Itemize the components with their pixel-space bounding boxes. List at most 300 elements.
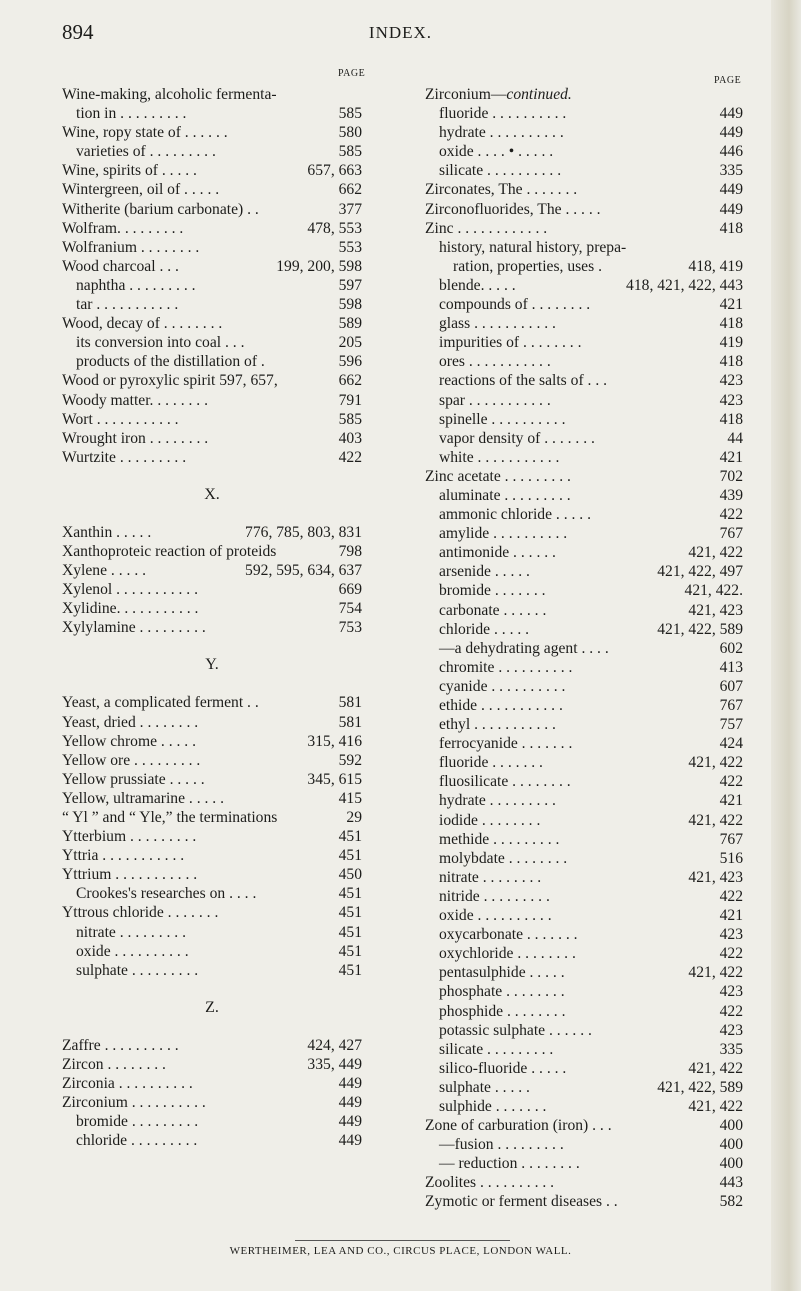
index-entry xyxy=(62,542,362,561)
page-reference: 553 xyxy=(338,238,362,256)
page-reference: 657, 663 xyxy=(307,162,362,180)
index-entry xyxy=(425,429,743,448)
index-term: white . . . . . . . . . . . xyxy=(439,448,560,466)
index-term: Yellow ore . . . . . . . . . xyxy=(62,751,201,769)
index-term: silicate . . . . . . . . . . xyxy=(439,162,562,180)
page-reference: 443 xyxy=(719,1174,743,1192)
index-term: ferrocyanide . . . . . . . xyxy=(439,735,573,753)
index-term: its conversion into coal . . . xyxy=(76,334,245,352)
index-entry xyxy=(425,505,743,524)
index-term: Wine-making, alcoholic fermenta- xyxy=(62,86,277,103)
page-column-label-right: PAGE xyxy=(714,75,742,86)
page-reference: 602 xyxy=(719,639,743,657)
index-term: Wolfram. . . . . . . . . xyxy=(62,219,184,237)
page-reference: 767 xyxy=(719,525,743,543)
index-term: fluoride . . . . . . . xyxy=(439,754,543,772)
index-entry xyxy=(425,696,743,715)
index-term: nitrate . . . . . . . . xyxy=(439,868,542,886)
index-term: impurities of . . . . . . . . xyxy=(439,334,582,352)
page-reference: 418 xyxy=(719,315,743,333)
index-term: silico-fluoride . . . . . xyxy=(439,1059,567,1077)
index-entry xyxy=(425,830,743,849)
page-reference: 582 xyxy=(719,1193,743,1211)
index-term: phosphate . . . . . . . . xyxy=(439,983,565,1001)
index-term: Zirconofluorides, The . . . . . xyxy=(425,200,601,218)
page-reference: 413 xyxy=(719,658,743,676)
page-reference: 596 xyxy=(338,353,362,371)
page-reference: 418 xyxy=(719,410,743,428)
page-reference: 776, 785, 803, 831 xyxy=(245,523,362,541)
index-entry xyxy=(425,543,743,562)
index-term: cyanide . . . . . . . . . . xyxy=(439,677,566,695)
index-entry xyxy=(425,142,743,161)
index-term: tion in . . . . . . . . . xyxy=(76,105,187,123)
index-term: phosphide . . . . . . . . xyxy=(439,1002,566,1020)
index-term: Zirconium—continued. xyxy=(425,86,572,103)
index-term: Wood or pyroxylic spirit 597, 657, xyxy=(62,372,278,390)
index-entry xyxy=(425,257,743,276)
index-entry xyxy=(62,942,362,961)
index-entry xyxy=(425,811,743,830)
page-reference: 421, 422, 497 xyxy=(657,563,743,581)
running-head: INDEX. xyxy=(368,23,433,42)
index-term: glass . . . . . . . . . . . xyxy=(439,315,556,333)
page-reference: 421, 422 xyxy=(688,1097,743,1115)
index-term: “ Yl ” and “ Yle,” the terminations xyxy=(62,809,278,826)
index-term: Wurtzite . . . . . . . . . xyxy=(62,448,187,466)
page-reference: 597 xyxy=(338,276,362,294)
index-term: Yeast, dried . . . . . . . . xyxy=(62,713,199,731)
page-reference: 451 xyxy=(338,847,362,865)
page-reference: 423 xyxy=(719,926,743,944)
page-reference: 451 xyxy=(338,942,362,960)
page-reference: 424, 427 xyxy=(307,1036,362,1054)
index-term: Yellow chrome . . . . . xyxy=(62,732,196,750)
index-term: molybdate . . . . . . . . xyxy=(439,849,568,867)
index-entry xyxy=(425,238,743,257)
index-entry xyxy=(425,849,743,868)
index-entry xyxy=(425,1135,743,1154)
index-term: Yeast, a complicated ferment . . xyxy=(62,694,259,712)
index-entry xyxy=(425,333,743,352)
page-reference: 421 xyxy=(719,296,743,314)
page-reference: 449 xyxy=(338,1094,362,1112)
index-entry xyxy=(62,865,362,884)
index-term: chromite . . . . . . . . . . xyxy=(439,658,573,676)
page-reference: 422 xyxy=(719,887,743,905)
index-term: oxychloride . . . . . . . . xyxy=(439,945,576,963)
page-reference: 585 xyxy=(338,143,362,161)
index-entry xyxy=(62,1074,362,1093)
page-reference: 798 xyxy=(338,542,362,560)
index-term: nitrate . . . . . . . . . xyxy=(76,923,187,941)
page-reference: 400 xyxy=(719,1136,743,1154)
page-reference: 418, 421, 422, 443 xyxy=(626,276,743,294)
index-term: Zinc acetate . . . . . . . . . xyxy=(425,467,571,485)
page-reference: 29 xyxy=(346,809,362,826)
index-term: ration, properties, uses . xyxy=(453,257,602,275)
page-reference: 421, 422 xyxy=(688,754,743,772)
page-reference: 791 xyxy=(338,391,362,409)
index-entry xyxy=(425,448,743,467)
index-entry xyxy=(425,963,743,982)
index-term: Wine, spirits of . . . . . xyxy=(62,162,197,180)
index-term: amylide . . . . . . . . . . xyxy=(439,525,568,543)
index-entry xyxy=(62,1055,362,1074)
index-entry xyxy=(62,523,362,542)
index-term: Yttrous chloride . . . . . . . xyxy=(62,904,219,922)
index-term: oxide . . . . . . . . . . xyxy=(439,907,552,925)
index-entry xyxy=(425,887,743,906)
index-term: Wood, decay of . . . . . . . . xyxy=(62,315,223,333)
index-entry xyxy=(425,791,743,810)
index-entry xyxy=(62,751,362,770)
index-term: Zaffre . . . . . . . . . . xyxy=(62,1036,179,1054)
page-reference: 422 xyxy=(719,773,743,791)
index-term: oxide . . . . • . . . . . xyxy=(439,143,554,161)
page-reference: 422 xyxy=(719,945,743,963)
index-term: Yellow, ultramarine . . . . . xyxy=(62,789,224,807)
index-entry xyxy=(62,789,362,808)
index-entry xyxy=(425,868,743,887)
index-entry xyxy=(425,581,743,600)
index-column-right xyxy=(425,85,743,1212)
page-reference: 451 xyxy=(338,828,362,846)
page-reference: 424 xyxy=(719,735,743,753)
index-entry xyxy=(425,352,743,371)
index-entry xyxy=(425,1192,743,1211)
index-term: Woody matter. . . . . . . . xyxy=(62,391,209,409)
page-reference: 422 xyxy=(719,506,743,524)
index-entry xyxy=(425,1078,743,1097)
page-reference: 421, 422 xyxy=(688,1059,743,1077)
index-term: Wolfranium . . . . . . . . xyxy=(62,238,200,256)
index-term: Zirconium . . . . . . . . . . xyxy=(62,1094,206,1112)
page-reference: 421, 422. xyxy=(684,582,743,600)
index-entry xyxy=(425,677,743,696)
index-term: Xylene . . . . . xyxy=(62,562,147,580)
index-entry xyxy=(62,391,362,410)
index-term: Yttrium . . . . . . . . . . . xyxy=(62,866,198,884)
page-reference: 449 xyxy=(719,181,743,199)
index-term: Ytterbium . . . . . . . . . xyxy=(62,828,197,846)
index-entry xyxy=(425,1040,743,1059)
index-term: nitride . . . . . . . . . xyxy=(439,887,550,905)
index-term: hydrate . . . . . . . . . xyxy=(439,792,556,810)
index-term: spar . . . . . . . . . . . xyxy=(439,391,551,409)
page-reference: 449 xyxy=(719,105,743,123)
index-entry xyxy=(62,238,362,257)
index-term: chloride . . . . . . . . . xyxy=(76,1132,198,1150)
index-entry xyxy=(425,906,743,925)
index-entry xyxy=(62,1093,362,1112)
index-entry xyxy=(62,333,362,352)
page-reference: 757 xyxy=(719,716,743,734)
index-entry xyxy=(62,371,362,390)
index-entry xyxy=(62,580,362,599)
index-term: fluosilicate . . . . . . . . xyxy=(439,773,571,791)
index-entry xyxy=(425,753,743,772)
page-edge-shadow xyxy=(771,0,801,1291)
page-reference: 589 xyxy=(338,315,362,333)
page-reference: 449 xyxy=(338,1132,362,1150)
index-entry xyxy=(62,85,362,104)
index-entry xyxy=(425,734,743,753)
index-term: carbonate . . . . . . xyxy=(439,601,547,619)
index-term: antimonide . . . . . . xyxy=(439,544,556,562)
index-term: Zirconates, The . . . . . . . xyxy=(425,181,578,199)
index-entry xyxy=(425,276,743,295)
page-reference: 607 xyxy=(719,677,743,695)
index-entry xyxy=(425,639,743,658)
index-entry xyxy=(425,1002,743,1021)
index-entry xyxy=(62,219,362,238)
index-entry xyxy=(425,371,743,390)
index-entry xyxy=(425,772,743,791)
page-reference: 421, 422, 589 xyxy=(657,620,743,638)
index-entry xyxy=(62,257,362,276)
page-reference: 516 xyxy=(719,849,743,867)
index-term: Wood charcoal . . . xyxy=(62,257,179,275)
page-reference: 421 xyxy=(719,792,743,810)
index-entry xyxy=(62,923,362,942)
page-reference: 767 xyxy=(719,830,743,848)
index-entry xyxy=(62,1112,362,1131)
index-term: fluoride . . . . . . . . . . xyxy=(439,105,567,123)
index-term: chloride . . . . . xyxy=(439,620,530,638)
index-term: hydrate . . . . . . . . . . xyxy=(439,124,564,142)
page-reference: 199, 200, 598 xyxy=(276,257,362,275)
index-entry xyxy=(62,884,362,903)
index-entry xyxy=(425,180,743,199)
page-reference: 585 xyxy=(338,410,362,428)
index-entry xyxy=(62,961,362,980)
index-entry xyxy=(425,715,743,734)
index-term: sulphate . . . . . xyxy=(439,1078,530,1096)
page-reference: 377 xyxy=(338,200,362,218)
index-term: history, natural history, prepa- xyxy=(439,238,627,256)
page-reference: 580 xyxy=(338,124,362,142)
page-reference: 581 xyxy=(338,694,362,712)
index-term: Crookes's researches on . . . . xyxy=(76,885,257,903)
index-term: —fusion . . . . . . . . . xyxy=(439,1136,564,1154)
page-reference: 421, 423 xyxy=(688,601,743,619)
index-term: methide . . . . . . . . . xyxy=(439,830,560,848)
page-reference: 439 xyxy=(719,486,743,504)
page-reference: 451 xyxy=(338,923,362,941)
index-entry xyxy=(62,142,362,161)
index-term: Xanthoproteic reaction of proteids xyxy=(62,542,277,560)
index-entry xyxy=(425,85,743,104)
page-reference: 421, 422 xyxy=(688,964,743,982)
index-entry xyxy=(62,276,362,295)
page-reference: 449 xyxy=(719,200,743,218)
page-reference: 345, 615 xyxy=(307,770,362,788)
index-term: vapor density of . . . . . . . xyxy=(439,429,595,447)
index-entry xyxy=(62,410,362,429)
index-term: sulphide . . . . . . . xyxy=(439,1097,547,1115)
index-term: Zircon . . . . . . . . xyxy=(62,1055,166,1073)
page-reference: 421, 423 xyxy=(688,868,743,886)
page-reference: 598 xyxy=(338,296,362,314)
index-entry xyxy=(425,1021,743,1040)
index-entry xyxy=(62,808,362,827)
index-entry xyxy=(62,123,362,142)
index-term: ammonic chloride . . . . . xyxy=(439,506,592,524)
index-column-left xyxy=(62,85,362,1150)
page-reference: 421, 422, 589 xyxy=(657,1078,743,1096)
page-reference: 205 xyxy=(338,334,362,352)
index-term: compounds of . . . . . . . . xyxy=(439,296,591,314)
page-reference: 421, 422 xyxy=(688,544,743,562)
page-reference: 451 xyxy=(338,904,362,922)
page-reference: 767 xyxy=(719,697,743,714)
index-entry xyxy=(425,486,743,505)
page-reference: 662 xyxy=(338,181,362,199)
index-entry xyxy=(425,1059,743,1078)
index-entry xyxy=(62,693,362,712)
index-entry xyxy=(425,925,743,944)
page-reference: 315, 416 xyxy=(307,732,362,750)
index-term: reactions of the salts of . . . xyxy=(439,372,608,390)
index-entry xyxy=(425,295,743,314)
page-reference: 446 xyxy=(719,143,743,161)
index-term: bromide . . . . . . . . . xyxy=(76,1113,199,1131)
index-term: Zoolites . . . . . . . . . . xyxy=(425,1174,555,1192)
index-entry xyxy=(425,161,743,180)
index-term: arsenide . . . . . xyxy=(439,563,530,581)
index-term: Zirconia . . . . . . . . . . xyxy=(62,1075,193,1093)
section-letter: Y. xyxy=(205,656,219,674)
index-term: naphtha . . . . . . . . . xyxy=(76,276,196,294)
page-reference: 423 xyxy=(719,983,743,1001)
index-entry xyxy=(62,180,362,199)
index-entry xyxy=(425,104,743,123)
page-reference: 400 xyxy=(719,1117,743,1135)
page-reference: 592, 595, 634, 637 xyxy=(245,562,362,580)
index-term: ethyl . . . . . . . . . . . xyxy=(439,716,556,734)
page-reference: 451 xyxy=(338,885,362,903)
index-entry xyxy=(425,658,743,677)
index-term: varieties of . . . . . . . . . xyxy=(76,143,216,161)
index-term: blende. . . . . xyxy=(439,276,516,294)
page-reference: 451 xyxy=(338,961,362,979)
page-reference: 753 xyxy=(338,619,362,637)
index-entry xyxy=(425,601,743,620)
page-reference: 449 xyxy=(719,124,743,142)
index-entry xyxy=(62,770,362,789)
index-entry xyxy=(425,219,743,238)
page-reference: 418 xyxy=(719,219,743,237)
index-entry xyxy=(62,429,362,448)
index-entry xyxy=(425,200,743,219)
index-entry xyxy=(62,1036,362,1055)
index-entry xyxy=(62,713,362,732)
continued-label: continued. xyxy=(506,86,572,103)
index-entry xyxy=(425,391,743,410)
index-term: potassic sulphate . . . . . . xyxy=(439,1021,592,1039)
index-term: aluminate . . . . . . . . . xyxy=(439,486,571,504)
page-reference: 335, 449 xyxy=(307,1055,362,1073)
index-term: Xanthin . . . . . xyxy=(62,523,152,541)
index-entry xyxy=(62,448,362,467)
page-reference: 400 xyxy=(719,1155,743,1173)
index-term: oxide . . . . . . . . . . xyxy=(76,942,189,960)
index-entry xyxy=(425,982,743,1001)
index-entry xyxy=(425,467,743,486)
index-term: tar . . . . . . . . . . . xyxy=(76,296,179,314)
index-term: Wintergreen, oil of . . . . . xyxy=(62,181,220,199)
index-entry xyxy=(425,1116,743,1135)
index-term: pentasulphide . . . . . xyxy=(439,964,565,982)
page-reference: 449 xyxy=(338,1113,362,1131)
index-entry xyxy=(62,161,362,180)
page-reference: 418, 419 xyxy=(688,257,743,275)
index-entry xyxy=(62,903,362,922)
section-letter: X. xyxy=(204,485,220,503)
index-entry xyxy=(425,620,743,639)
index-term: Xylidine. . . . . . . . . . . xyxy=(62,600,199,618)
index-term: ethide . . . . . . . . . . . xyxy=(439,697,563,714)
index-term: Xylylamine . . . . . . . . . xyxy=(62,619,206,637)
page-reference: 662 xyxy=(338,372,362,390)
page-reference: 419 xyxy=(719,334,743,352)
index-term: Wrought iron . . . . . . . . xyxy=(62,429,209,447)
index-term: Zinc . . . . . . . . . . . . xyxy=(425,219,548,237)
index-term: iodide . . . . . . . . xyxy=(439,811,541,829)
index-term: ores . . . . . . . . . . . xyxy=(439,353,551,371)
page-reference: 581 xyxy=(338,713,362,731)
page-reference: 585 xyxy=(338,105,362,123)
index-term: oxycarbonate . . . . . . . xyxy=(439,926,578,944)
page-reference: 421 xyxy=(719,907,743,925)
index-term: Wine, ropy state of . . . . . . xyxy=(62,124,228,142)
index-term: Wort . . . . . . . . . . . xyxy=(62,410,179,428)
page-reference: 423 xyxy=(719,391,743,409)
index-entry xyxy=(425,562,743,581)
page-reference: 423 xyxy=(719,1021,743,1039)
index-term: spinelle . . . . . . . . . . xyxy=(439,410,566,428)
index-entry xyxy=(62,561,362,580)
page-reference: 449 xyxy=(338,1075,362,1093)
index-entry xyxy=(62,1131,362,1150)
index-term: silicate . . . . . . . . . xyxy=(439,1040,554,1058)
index-term: — reduction . . . . . . . . xyxy=(439,1155,580,1173)
index-term: sulphate . . . . . . . . . xyxy=(76,961,199,979)
index-entry xyxy=(425,410,743,429)
index-entry xyxy=(62,846,362,865)
index-term: Zymotic or ferment diseases . . xyxy=(425,1193,618,1211)
page-reference: 450 xyxy=(338,866,362,884)
page-reference: 44 xyxy=(727,429,743,447)
index-entry xyxy=(62,200,362,219)
page-reference: 422 xyxy=(338,448,362,466)
index-entry xyxy=(62,295,362,314)
page-column-label-left: PAGE xyxy=(338,68,366,79)
index-term: Yttria . . . . . . . . . . . xyxy=(62,847,185,865)
index-entry xyxy=(425,524,743,543)
page-reference: 418 xyxy=(719,353,743,371)
index-entry xyxy=(62,314,362,333)
page-reference: 592 xyxy=(338,751,362,769)
page-reference: 669 xyxy=(338,581,362,599)
index-term: —a dehydrating agent . . . . xyxy=(439,639,609,657)
index-term: Zone of carburation (iron) . . . xyxy=(425,1117,612,1135)
section-letter: Z. xyxy=(205,998,219,1016)
index-entry xyxy=(425,1154,743,1173)
index-entry xyxy=(62,732,362,751)
footer-rule xyxy=(295,1240,510,1241)
